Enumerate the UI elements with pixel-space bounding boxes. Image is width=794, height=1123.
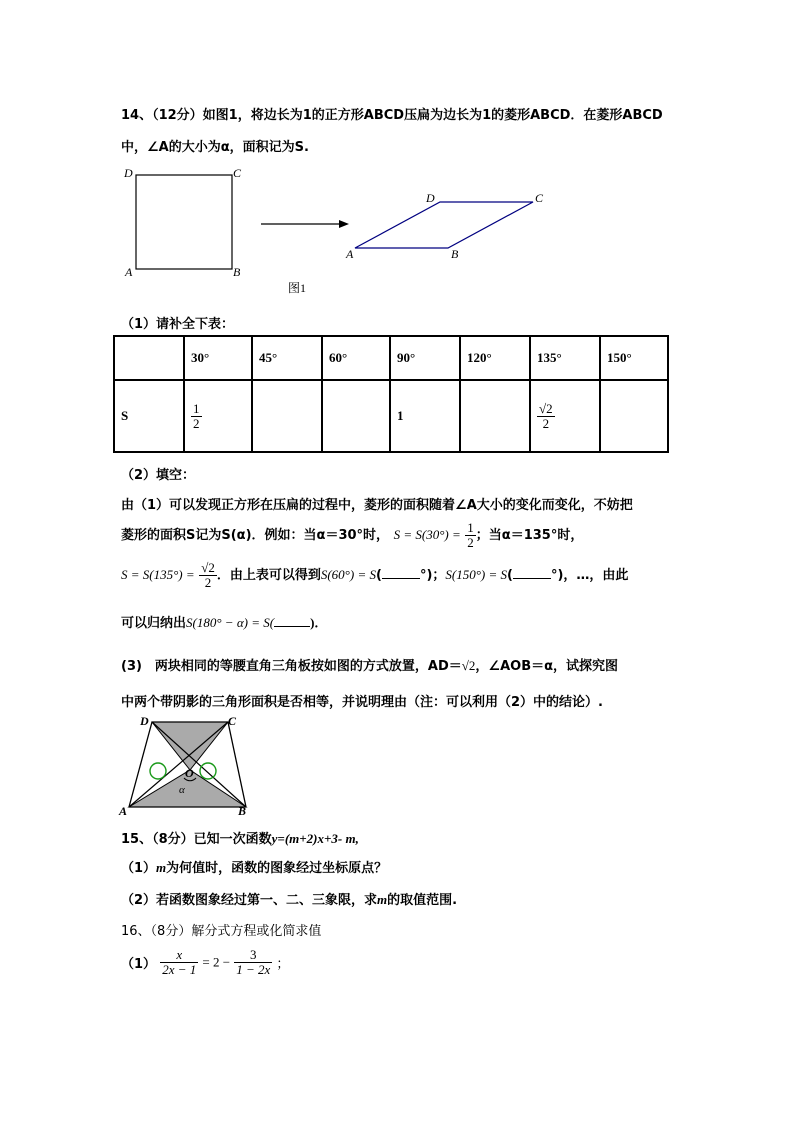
square-label-b: B: [233, 265, 241, 279]
q16-line1: 16、（8分）解分式方程或化简求值: [121, 924, 322, 939]
q15-line1: 15、（8分）已知一次函数y=(m+2)x+3- m,: [121, 831, 359, 847]
fig2-label-b: B: [238, 804, 247, 818]
area-table: [113, 335, 669, 453]
rhombus-label-a: A: [346, 247, 354, 261]
blank-s180-alpha[interactable]: [274, 615, 310, 627]
table-cell-150: [600, 380, 668, 452]
table-cell-90: 1: [390, 380, 460, 452]
table-header-cell: 45°: [252, 336, 322, 380]
q14-part2-line4: 可以归纳出S(180° − α) = S( )．: [121, 615, 328, 631]
fig2-label-c: C: [228, 714, 237, 728]
left-circle-icon: [150, 763, 166, 779]
table-header-row: [114, 336, 668, 380]
table-header-cell: 90°: [390, 336, 460, 380]
rhombus-label-b: B: [451, 247, 459, 261]
figure-1-caption: 图1: [288, 281, 307, 295]
fraction: $\frac{1}{2}$: [193, 400, 200, 431]
table-cell-60: [322, 380, 390, 452]
rhombus-abcd: [355, 202, 533, 248]
fraction: $\frac{√2}{2}$: [539, 400, 553, 431]
table-area-row: [114, 380, 668, 452]
edge-bc: [228, 722, 246, 807]
fraction-rhs: $\frac{3}{1 - 2x}$: [236, 947, 271, 977]
table-header-cell: 120°: [460, 336, 530, 380]
q15-part2: （2）若函数图象经过第一、二、三象限，求m的取值范围.: [121, 892, 458, 908]
table-header-cell: 60°: [322, 336, 390, 380]
fig2-label-d: D: [140, 714, 149, 728]
shaded-triangle-top: [152, 722, 228, 770]
q14-part2: （2）填空：: [121, 468, 196, 483]
table-header-cell: 150°: [600, 336, 668, 380]
square-abcd: [136, 175, 232, 269]
blank-s150[interactable]: [513, 567, 551, 579]
table-cell-30: [184, 380, 252, 452]
right-circle-icon: [200, 763, 216, 779]
square-label-d: D: [124, 166, 133, 180]
q14-line2: 中，∠A的大小为α，面积记为S.: [121, 140, 309, 155]
q15-part1: （1）m为何值时，函数的图象经过坐标原点？: [121, 860, 388, 876]
fig2-label-alpha: α: [179, 784, 185, 796]
q14-line1: 14、（12分）如图1，将边长为1的正方形ABCD压扁为边长为1的菱形ABCD．在菱形ABCD: [121, 108, 663, 123]
arrow-head-icon: [339, 220, 349, 228]
fig2-label-a: A: [119, 804, 128, 818]
table-row-label: S: [114, 380, 184, 452]
q14-part3-line2: 中两个带阴影的三角形面积是否相等，并说明理由（注：可以利用（2）中的结论）.: [121, 695, 603, 710]
blank-s60[interactable]: [382, 567, 420, 579]
rhombus-label-c: C: [535, 191, 544, 205]
square-label-c: C: [233, 166, 242, 180]
figure-2-triangles: [115, 712, 255, 822]
table-cell-45: [252, 380, 322, 452]
edge-ad: [129, 722, 152, 807]
fraction-lhs: $\frac{x}{2x - 1}$: [162, 947, 197, 977]
fraction-half: $\frac{1}{2}$: [467, 520, 474, 550]
q14-part2-line2: 菱形的面积S记为S(α)．例如：当α＝30°时， S = S(30°) = $\frac{1}{2}$ ；当α＝135°时，: [121, 520, 584, 550]
q14-part1: （1）请补全下表：: [121, 317, 235, 332]
q14-part2-line1: 由（1）可以发现正方形在压扁的过程中，菱形的面积随着∠A大小的变化而变化，不妨把: [121, 498, 633, 513]
q14-part2-line3: S = S(135°) = $\frac{√2}{2}$ ．由上表可以得到S(60°) = S( °)；S(150°) = S( °)，…，由此: [121, 560, 629, 590]
fraction-sqrt2-over-2: $\frac{√2}{2}$: [201, 560, 215, 590]
table-header-cell: 135°: [530, 336, 600, 380]
table-header-cell: 30°: [184, 336, 252, 380]
table-header-cell: [114, 336, 184, 380]
q16-part1: （1） $\frac{x}{2x - 1}$ = 2 − $\frac{3}{1 - 2x}$ ；: [121, 947, 290, 977]
figure-1: [115, 160, 565, 300]
square-label-a: A: [125, 265, 133, 279]
rhombus-label-d: D: [426, 191, 435, 205]
q14-part3-line1: (3) 两块相同的等腰直角三角板按如图的方式放置，AD＝√2，∠AOB＝α，试探究图: [121, 658, 619, 674]
fig2-label-o: O: [185, 766, 194, 780]
table-cell-120: [460, 380, 530, 452]
table-cell-135: [530, 380, 600, 452]
